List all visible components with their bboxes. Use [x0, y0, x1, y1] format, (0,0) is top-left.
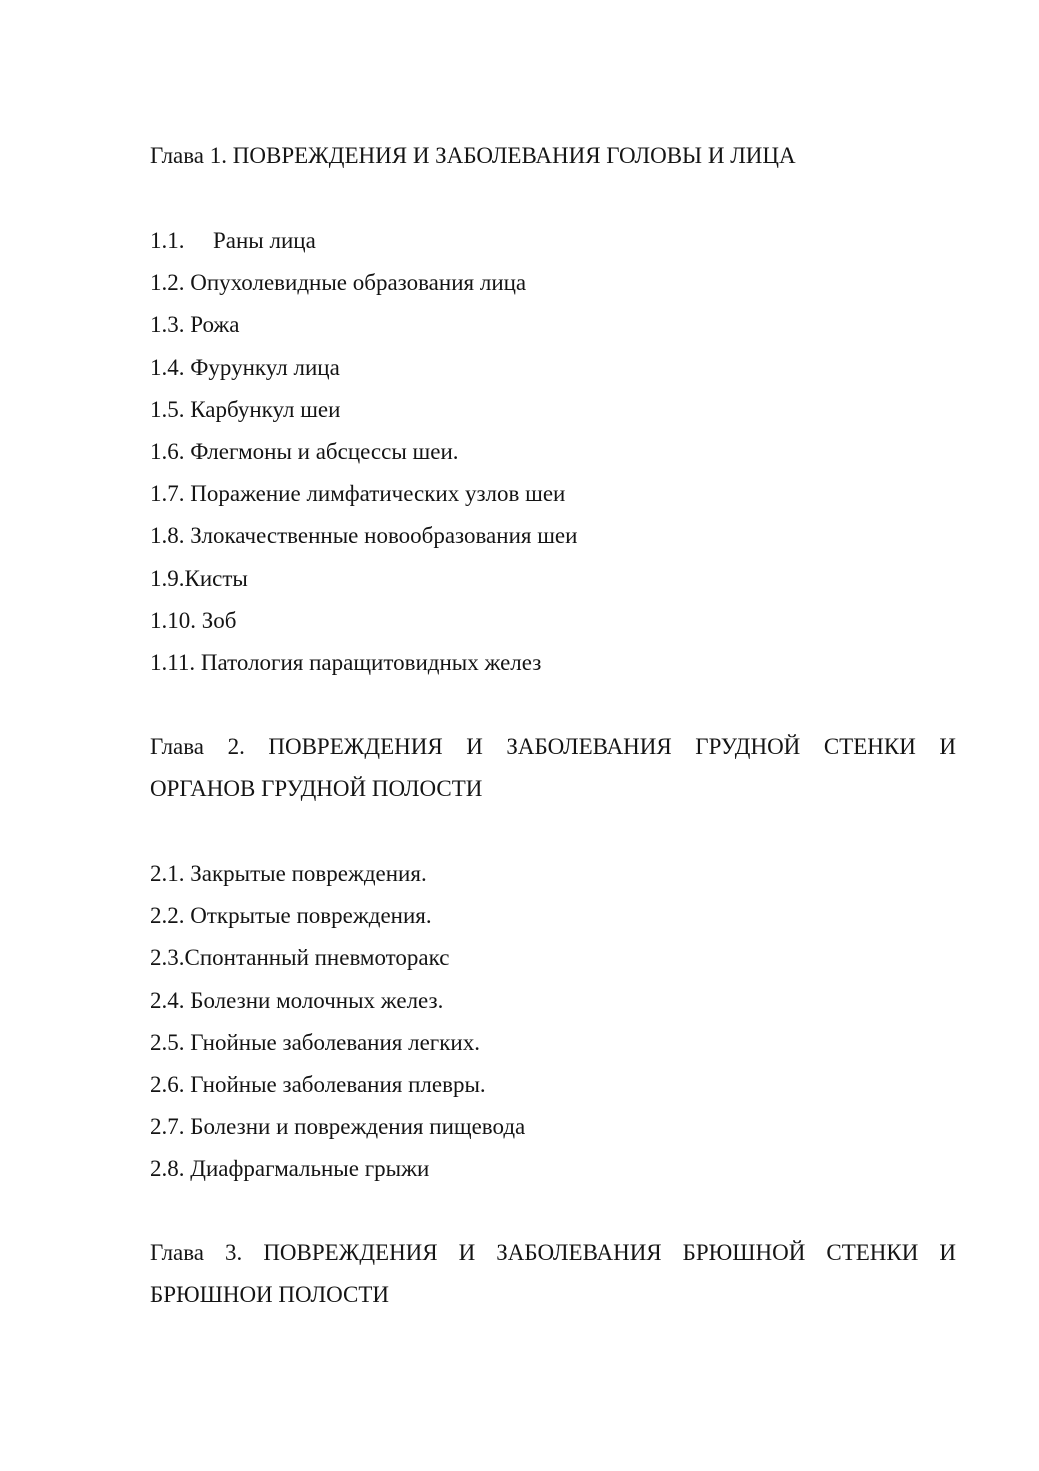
chapter-2-heading	[150, 726, 956, 810]
list-item: 2.2. Открытые повреждения.	[150, 903, 432, 929]
list-item: 1.7. Поражение лимфатических узлов шеи	[150, 481, 566, 507]
list-item-text: Раны лица	[213, 228, 316, 253]
chapter-2-title-line-2: ОРГАНОВ ГРУДНОЙ ПОЛОСТИ	[150, 776, 483, 801]
list-item: 1.3. Рожа	[150, 312, 240, 338]
list-item: 1.11. Патология паращитовидных желез	[150, 649, 542, 675]
list-item: 1.9.Кисты	[150, 565, 248, 591]
list-item: 1.8. Злокачественные новообразования шеи	[150, 523, 578, 549]
list-item: 2.7. Болезни и повреждения пищевода	[150, 1114, 526, 1140]
list-item	[150, 220, 956, 262]
list-item: 2.4. Болезни молочных желез.	[150, 987, 444, 1013]
chapter-1-heading	[150, 135, 956, 177]
list-item: 1.10. Зоб	[150, 607, 237, 633]
chapter-1-list	[150, 220, 956, 684]
chapter-3-title-line-1: Глава 3. ПОВРЕЖДЕНИЯ И ЗАБОЛЕВАНИЯ БРЮШНОЙ СТЕНКИ И	[150, 1240, 956, 1265]
chapter-1-title: Глава 1. ПОВРЕЖДЕНИЯ И ЗАБОЛЕВАНИЯ ГОЛОВЫ И ЛИЦА	[150, 143, 796, 168]
list-item-number: 1.1.	[150, 228, 185, 253]
list-item: 2.6. Гнойные заболевания плевры.	[150, 1071, 486, 1097]
list-item: 1.6. Флегмоны и абсцессы шеи.	[150, 438, 459, 464]
chapter-2-list	[150, 853, 956, 1191]
list-item: 2.8. Диафрагмальные грыжи	[150, 1156, 430, 1182]
list-item: 1.2. Опухолевидные образования лица	[150, 270, 527, 296]
list-item: 2.5. Гнойные заболевания легких.	[150, 1029, 480, 1055]
chapter-2-title-line-1: Глава 2. ПОВРЕЖДЕНИЯ И ЗАБОЛЕВАНИЯ ГРУДНОЙ СТЕНКИ И	[150, 734, 956, 759]
list-item: 1.5. Карбункул шеи	[150, 396, 341, 422]
list-item: 2.3.Спонтанный пневмоторакс	[150, 945, 450, 971]
list-item: 1.4. Фурункул лица	[150, 354, 340, 380]
chapter-3-title-line-2: БРЮШНОИ ПОЛОСТИ	[150, 1282, 389, 1307]
chapter-3-heading	[150, 1232, 956, 1316]
list-item: 2.1. Закрытые повреждения.	[150, 861, 427, 886]
